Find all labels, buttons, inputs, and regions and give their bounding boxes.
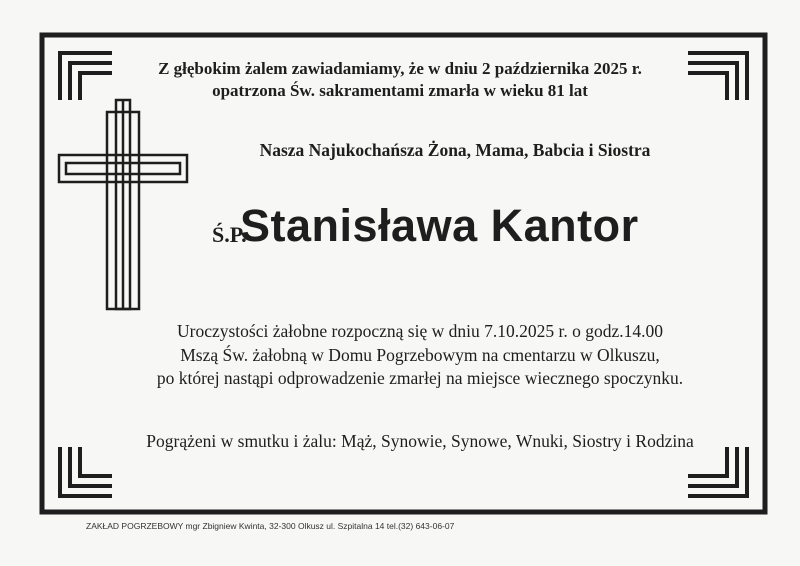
corner-ornament-icon	[688, 447, 747, 496]
ceremony-line: Uroczystości żałobne rozpoczną się w dniu 7.10.2025 r. o godz.14.00	[177, 321, 663, 341]
mourners-line: Pogrążeni w smutku i żalu: Mąż, Synowie, Synowe, Wnuki, Siostry i Rodzina	[146, 431, 694, 451]
deceased-name-row	[212, 200, 772, 270]
corner-ornament-icon	[60, 447, 112, 496]
intro-line: Z głębokim żalem zawiadamiamy, że w dniu 2 października 2025 r.	[158, 59, 642, 78]
ceremony-line: po której nastąpi odprowadzenie zmarłej na miejsce wiecznego spoczynku.	[156, 368, 684, 388]
name-prefix: Ś.P.	[212, 222, 247, 247]
funeral-home-footer: ZAKŁAD POGRZEBOWY mgr Zbigniew Kwinta, 32-300 Olkusz ul. Szpitalna 14 tel.(32) 643-06-07	[86, 521, 455, 531]
deceased-name: Stanisława Kantor	[240, 200, 639, 251]
cross-icon	[59, 100, 187, 309]
ceremony-line: Mszą Św. żałobną w Domu Pogrzebowym na cmentarzu w Olkuszu,	[180, 345, 660, 365]
deceased-description: Nasza Najukochańsza Żona, Mama, Babcia i Siostra	[259, 140, 651, 160]
intro-line: opatrzona Św. sakramentami zmarła w wieku 81 lat	[212, 81, 588, 100]
